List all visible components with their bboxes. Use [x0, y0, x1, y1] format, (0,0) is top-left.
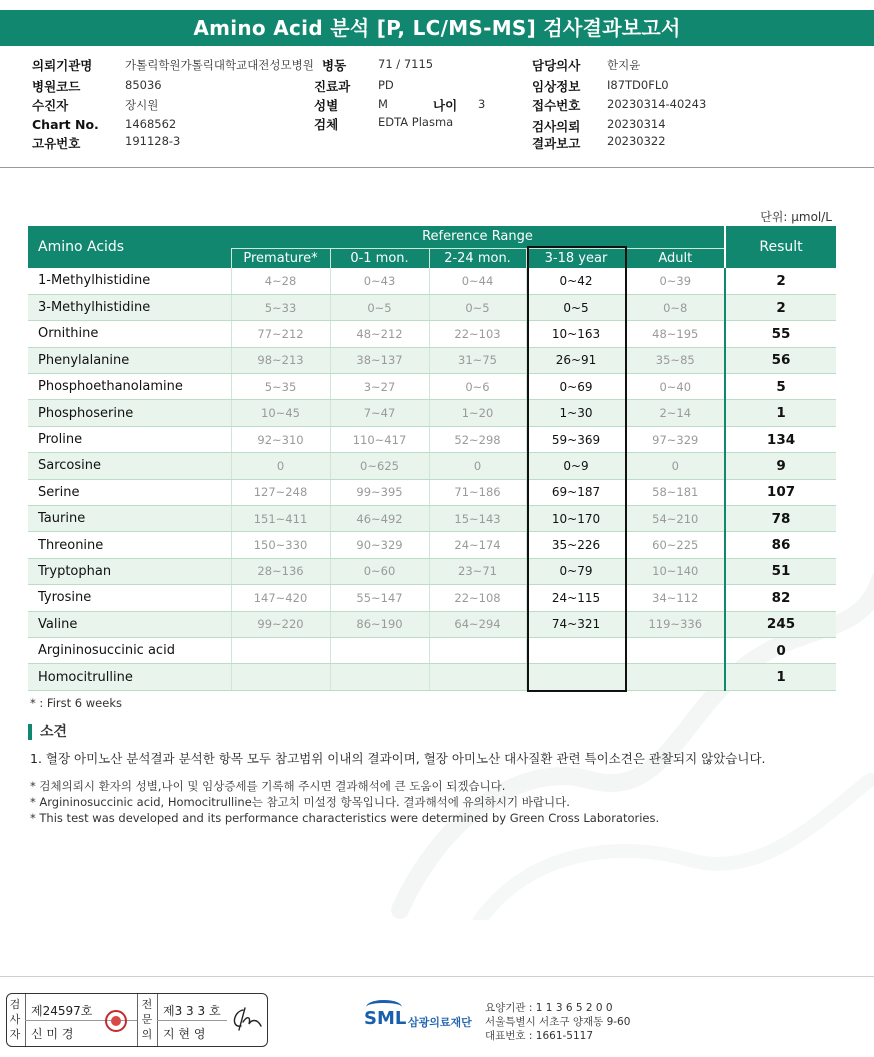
result-value: 107 [725, 479, 836, 505]
reference-range-cell: 0~5 [429, 294, 526, 320]
sml-logo [364, 1000, 484, 1040]
institution-code: 요양기관 : 1 1 3 6 5 2 0 0 [485, 1002, 613, 1014]
ward-value: 71 / 7115 [378, 57, 434, 71]
chart-no-label: Chart No. [32, 117, 99, 132]
reference-range-cell: 5~35 [231, 374, 330, 400]
reference-range-cell: 15~143 [429, 506, 526, 532]
chart-no-value: 1468562 [125, 117, 177, 131]
reference-range-cell: 35~85 [626, 347, 725, 373]
reference-range-cell: 0~40 [626, 374, 725, 400]
finding-text: 1. 혈장 아미노산 분석결과 분석한 항목 모두 참고범위 이내의 결과이며, 혈장 아미노산 대사질환 관련 특이소견은 관찰되지 않았습니다. [30, 751, 766, 766]
amino-acid-table [28, 226, 836, 691]
reference-range-cell: 2~14 [626, 400, 725, 426]
age-value: 3 [478, 97, 486, 111]
reference-range-cell [526, 637, 626, 663]
reference-range-cell: 0~60 [330, 558, 429, 584]
table-row [28, 426, 836, 452]
reference-range-cell: 0~5 [330, 294, 429, 320]
table-row [28, 479, 836, 505]
sig-row-divider [157, 1020, 227, 1021]
table-row [28, 664, 836, 690]
result-value: 86 [725, 532, 836, 558]
result-value: 134 [725, 426, 836, 452]
sub-header-2-24-mon: 2-24 mon. [429, 248, 526, 268]
doctor-value: 한지윤 [607, 58, 641, 72]
note-item: * 검체의뢰시 환자의 성별,나이 및 임상증세를 기록해 주시면 결과해석에 큰 도움이 되겠습니다. [30, 779, 506, 793]
result-value: 1 [725, 664, 836, 690]
inspector-label [9, 997, 23, 1042]
reference-range-cell: 0~9 [526, 453, 626, 479]
reference-range-cell: 0~39 [626, 268, 725, 294]
reference-range-cell: 34~112 [626, 585, 725, 611]
logo-org-name: 삼광의료재단 [408, 1016, 472, 1029]
dept-label: 진료과 [314, 79, 351, 94]
result-value: 245 [725, 611, 836, 637]
report-date-value: 20230322 [607, 134, 666, 148]
reference-range-cell: 5~33 [231, 294, 330, 320]
specialist-name: 지 현 영 [163, 1027, 206, 1041]
institution-phone: 대표번호 : 1661-5117 [485, 1030, 594, 1042]
inspector-name: 신 미 경 [31, 1027, 74, 1041]
amino-acid-name: Argininosuccinic acid [28, 637, 231, 663]
reference-range-cell: 119~336 [626, 611, 725, 637]
institution-label: 의뢰기관명 [32, 58, 93, 73]
specialist-number: 제3 3 3 호 [163, 1004, 221, 1018]
dept-value: PD [378, 78, 394, 92]
reference-range-cell: 0~69 [526, 374, 626, 400]
result-value: 0 [725, 637, 836, 663]
amino-acid-name: Threonine [28, 532, 231, 558]
amino-acid-name: Valine [28, 611, 231, 637]
reference-range-cell: 0 [626, 453, 725, 479]
sub-header-premature: Premature* [231, 248, 330, 268]
reference-range-cell: 99~395 [330, 479, 429, 505]
specimen-label: 검체 [314, 117, 339, 132]
receipt-value: 20230314-40243 [607, 97, 707, 111]
inspector-number: 제24597호 [31, 1004, 93, 1018]
col-header-amino-acids: Amino Acids [28, 226, 231, 268]
amino-acid-name: 1-Methylhistidine [28, 268, 231, 294]
result-value: 2 [725, 294, 836, 320]
table-row [28, 321, 836, 347]
ward-label: 병동 [322, 58, 347, 73]
amino-acid-name: Serine [28, 479, 231, 505]
result-value: 5 [725, 374, 836, 400]
sig-divider [137, 994, 138, 1046]
hospital-code-value: 85036 [125, 78, 162, 92]
institution-address: 서울특별시 서초구 양재동 9-60 [485, 1016, 631, 1028]
reference-range-cell: 35~226 [526, 532, 626, 558]
reference-range-cell: 46~492 [330, 506, 429, 532]
logo-mark: SML [364, 1008, 407, 1029]
receipt-label: 접수번호 [532, 98, 581, 113]
reference-range-cell [231, 637, 330, 663]
reference-range-cell [429, 637, 526, 663]
reference-range-cell: 0~6 [429, 374, 526, 400]
inspector-label-text: 검사자 [9, 998, 21, 1041]
amino-acid-name: Ornithine [28, 321, 231, 347]
reference-range-cell: 74~321 [526, 611, 626, 637]
table-row [28, 532, 836, 558]
amino-acid-name: Sarcosine [28, 453, 231, 479]
reference-range-cell: 1~30 [526, 400, 626, 426]
reference-range-cell: 0 [429, 453, 526, 479]
result-value: 2 [725, 268, 836, 294]
reference-range-cell: 38~137 [330, 347, 429, 373]
request-value: 20230314 [607, 117, 666, 131]
result-value: 51 [725, 558, 836, 584]
reference-range-cell: 77~212 [231, 321, 330, 347]
reference-range-cell: 31~75 [429, 347, 526, 373]
reference-range-cell [526, 664, 626, 690]
inspector-seal-icon [105, 1010, 127, 1032]
reference-range-cell: 150~330 [231, 532, 330, 558]
result-value: 82 [725, 585, 836, 611]
result-value: 55 [725, 321, 836, 347]
table-row [28, 374, 836, 400]
request-label: 검사의뢰 [532, 119, 581, 134]
reference-range-cell: 3~27 [330, 374, 429, 400]
patient-label: 수진자 [32, 98, 69, 113]
amino-acid-name: Tryptophan [28, 558, 231, 584]
report-title: Amino Acid 분석 [P, LC/MS-MS] 검사결과보고서 [0, 10, 874, 46]
reference-range-cell [231, 664, 330, 690]
reference-range-cell: 0~79 [526, 558, 626, 584]
reference-range-cell: 24~115 [526, 585, 626, 611]
clinical-label: 임상정보 [532, 79, 581, 94]
reference-range-cell: 52~298 [429, 426, 526, 452]
sub-header-0-1-mon: 0-1 mon. [330, 248, 429, 268]
table-row [28, 268, 836, 294]
unique-no-value: 191128-3 [125, 134, 181, 148]
sex-label: 성별 [314, 98, 339, 113]
reference-range-cell: 0~625 [330, 453, 429, 479]
unique-no-label: 고유번호 [32, 136, 81, 151]
specialist-label [141, 997, 155, 1042]
reference-range-cell: 22~103 [429, 321, 526, 347]
reference-range-cell: 147~420 [231, 585, 330, 611]
reference-range-cell: 24~174 [429, 532, 526, 558]
patient-info-section [0, 50, 874, 168]
amino-acid-name: Tyrosine [28, 585, 231, 611]
reference-range-cell: 99~220 [231, 611, 330, 637]
reference-range-cell: 48~195 [626, 321, 725, 347]
reference-range-cell: 1~20 [429, 400, 526, 426]
reference-range-cell [330, 637, 429, 663]
reference-range-cell: 59~369 [526, 426, 626, 452]
table-row [28, 558, 836, 584]
result-value: 78 [725, 506, 836, 532]
table-row [28, 347, 836, 373]
institution-footer [485, 1001, 630, 1043]
sub-header-3-18-year: 3-18 year [526, 248, 626, 268]
reference-range-cell: 10~140 [626, 558, 725, 584]
age-label: 나이 [433, 98, 458, 113]
amino-acid-name: Phosphoethanolamine [28, 374, 231, 400]
reference-range-cell: 97~329 [626, 426, 725, 452]
footer-divider [0, 976, 874, 977]
reference-range-cell: 10~45 [231, 400, 330, 426]
reference-range-cell: 0~5 [526, 294, 626, 320]
table-row [28, 400, 836, 426]
reference-range-cell: 22~108 [429, 585, 526, 611]
reference-range-cell [429, 664, 526, 690]
reference-range-cell: 10~163 [526, 321, 626, 347]
reference-range-cell: 55~147 [330, 585, 429, 611]
reference-range-cell: 86~190 [330, 611, 429, 637]
reference-range-cell: 0 [231, 453, 330, 479]
reference-range-cell: 0~8 [626, 294, 725, 320]
reference-range-cell: 48~212 [330, 321, 429, 347]
col-header-reference-range: Reference Range [231, 226, 725, 248]
reference-range-cell [626, 637, 725, 663]
reference-range-cell: 71~186 [429, 479, 526, 505]
specimen-value: EDTA Plasma [378, 115, 454, 129]
amino-acid-name: Phosphoserine [28, 400, 231, 426]
table-row [28, 585, 836, 611]
reference-range-cell: 54~210 [626, 506, 725, 532]
result-value: 9 [725, 453, 836, 479]
reference-range-cell: 26~91 [526, 347, 626, 373]
reference-range-cell: 0~42 [526, 268, 626, 294]
reference-range-cell: 23~71 [429, 558, 526, 584]
amino-acid-name: Proline [28, 426, 231, 452]
reference-range-cell: 7~47 [330, 400, 429, 426]
reference-range-cell: 0~44 [429, 268, 526, 294]
specialist-label-text: 전문의 [141, 998, 153, 1041]
note-item: * Argininosuccinic acid, Homocitrulline는 참고치 미설정 항목입니다. 결과해석에 유의하시기 바랍니다. [30, 795, 570, 809]
reference-range-cell: 60~225 [626, 532, 725, 558]
reference-range-cell: 90~329 [330, 532, 429, 558]
reference-range-cell: 58~181 [626, 479, 725, 505]
reference-range-cell: 98~213 [231, 347, 330, 373]
result-value: 1 [725, 400, 836, 426]
signature-box [6, 993, 268, 1047]
reference-range-cell: 151~411 [231, 506, 330, 532]
table-row [28, 637, 836, 663]
reference-range-cell: 127~248 [231, 479, 330, 505]
result-value: 56 [725, 347, 836, 373]
reference-range-cell [626, 664, 725, 690]
sex-value: M [378, 97, 388, 111]
amino-acid-name: Taurine [28, 506, 231, 532]
reference-range-cell: 64~294 [429, 611, 526, 637]
reference-range-cell: 10~170 [526, 506, 626, 532]
handwritten-signature-icon [229, 1004, 265, 1034]
amino-acid-name: Homocitrulline [28, 664, 231, 690]
table-row [28, 294, 836, 320]
reference-range-cell: 4~28 [231, 268, 330, 294]
reference-range-cell: 0~43 [330, 268, 429, 294]
col-header-result: Result [725, 226, 836, 268]
footnote-premature: * : First 6 weeks [30, 696, 122, 710]
institution-value: 가톨릭학원가톨릭대학교대전성모병원 [125, 58, 314, 72]
notes-list [30, 778, 659, 826]
patient-value: 장시원 [125, 98, 159, 112]
hospital-code-label: 병원코드 [32, 79, 81, 94]
amino-acid-name: Phenylalanine [28, 347, 231, 373]
reference-range-cell: 28~136 [231, 558, 330, 584]
table-row [28, 506, 836, 532]
findings-title: 소견 [28, 724, 67, 740]
clinical-value: I87TD0FL0 [607, 78, 669, 92]
table-row [28, 611, 836, 637]
unit-label: 단위: μmol/L [760, 210, 832, 224]
reference-range-cell [330, 664, 429, 690]
reference-range-cell: 69~187 [526, 479, 626, 505]
amino-acid-name: 3-Methylhistidine [28, 294, 231, 320]
note-item: * This test was developed and its performance characteristics were determined by Green Cross Laboratories. [30, 811, 660, 825]
report-date-label: 결과보고 [532, 136, 581, 151]
doctor-label: 담당의사 [532, 58, 581, 73]
reference-range-cell: 92~310 [231, 426, 330, 452]
table-row [28, 453, 836, 479]
reference-range-cell: 110~417 [330, 426, 429, 452]
sub-header-adult: Adult [626, 248, 725, 268]
